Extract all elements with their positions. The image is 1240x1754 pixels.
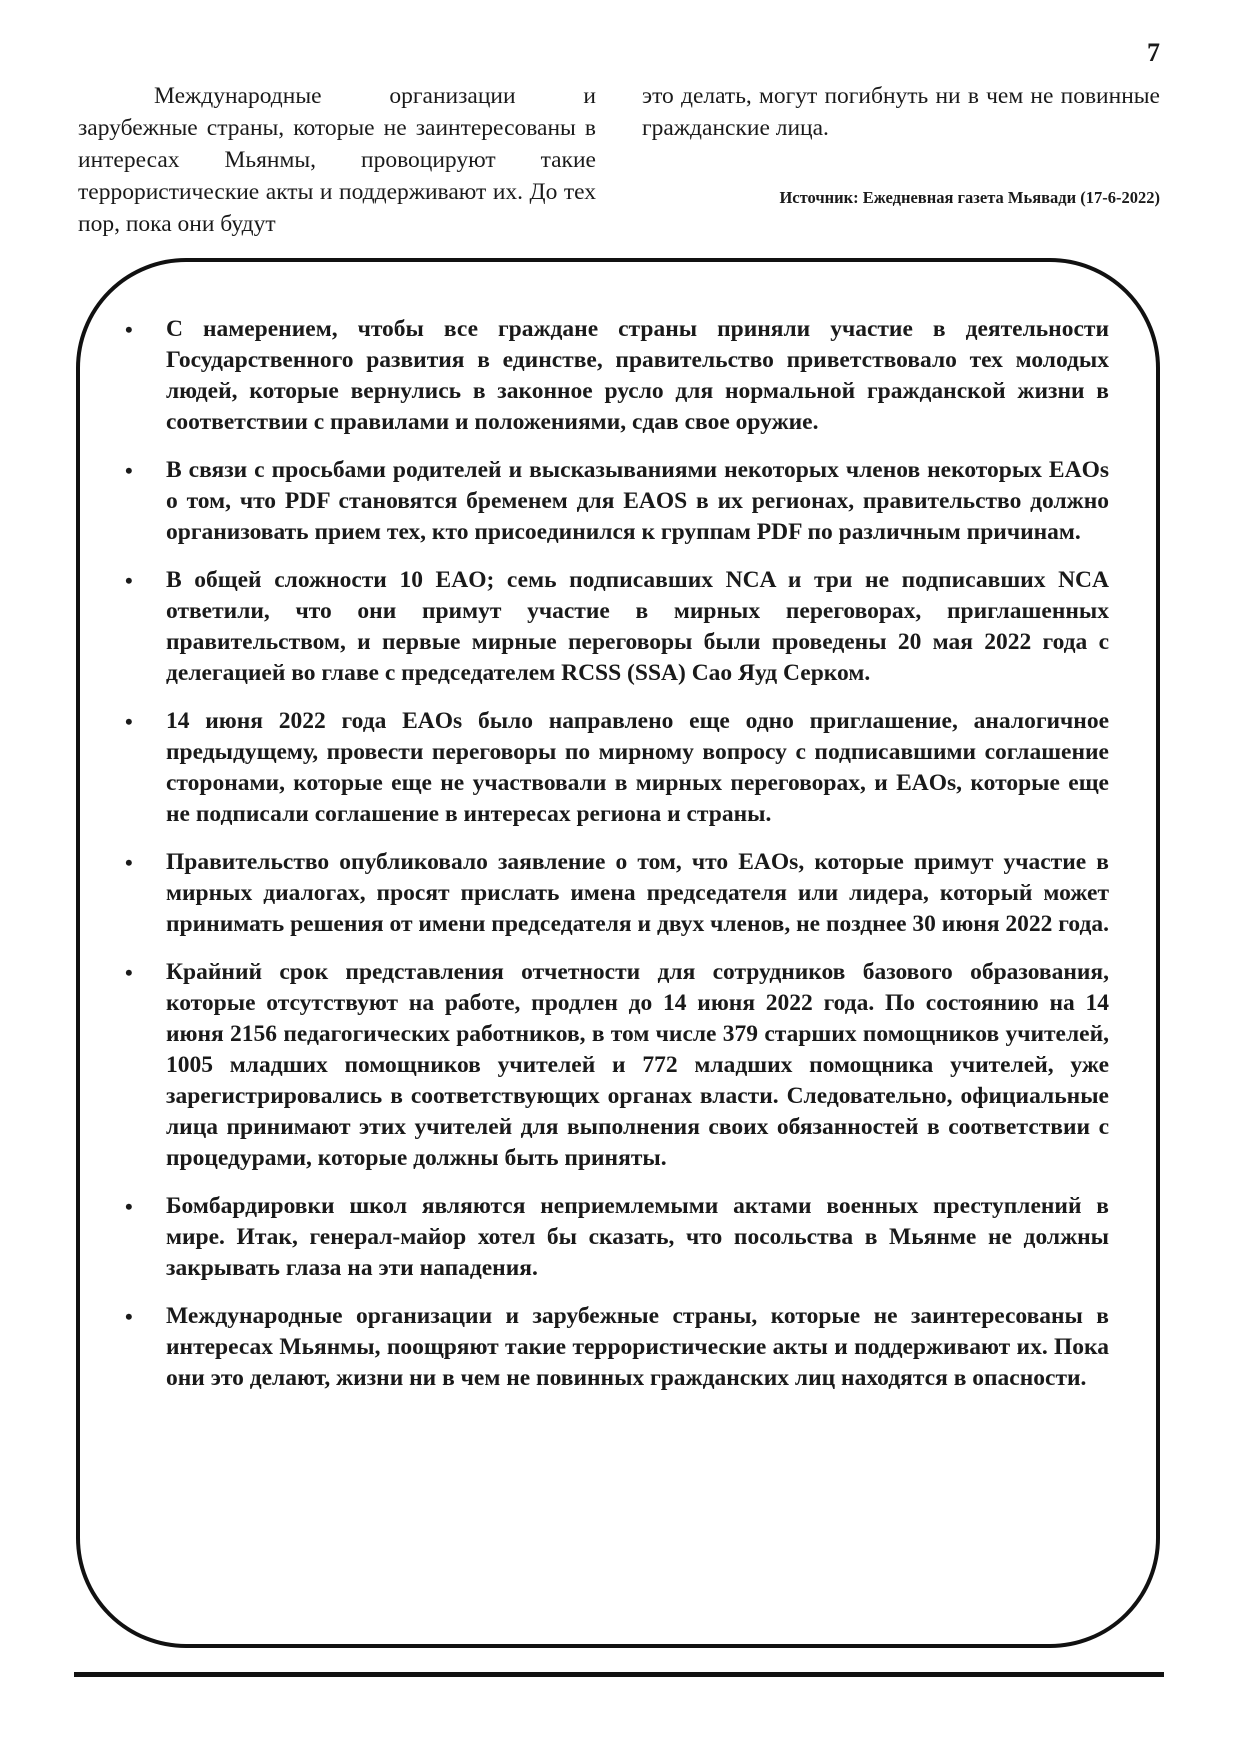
bullet-item [124, 1301, 1109, 1394]
bullet-item [124, 314, 1109, 438]
bullet-icon: • [125, 709, 133, 734]
footer-rule [74, 1672, 1164, 1677]
bullet-text: В связи с просьбами родителей и высказываниями некоторых членов некоторых EAOs о том, что PDF становятся бременем для EAOS в их регионах, правительство должно организовать прием тех, кто присоединился к группам PDF по различным причинам. [166, 457, 1109, 545]
source-citation: Источник: Ежедневная газета Мьявади (17-6-2022) [779, 188, 1160, 207]
bullet-icon: • [125, 960, 133, 985]
bullet-icon: • [125, 1304, 133, 1329]
article-paragraph-right: это делать, могут погибнуть ни в чем не повинные гражданские лица. [642, 83, 1160, 141]
bullet-text: В общей сложности 10 EAO; семь подписавших NCA и три не подписавших NCA ответили, что они примут участие в мирных переговорах, приглашенных правительством, и первые мирные переговоры были проведены 20 мая 2022 года с делегацией во главе с председателем RCSS (SSA) Сао Яуд Серком. [166, 567, 1109, 686]
bullet-item [124, 565, 1109, 689]
bullet-item [124, 847, 1109, 940]
bullet-icon: • [125, 317, 133, 342]
bullet-item [124, 1191, 1109, 1284]
page-number: 7 [1147, 38, 1160, 67]
bullet-text: С намерением, чтобы все граждане страны приняли участие в деятельности Государственного развития в единстве, правительство приветствовало тех молодых людей, которые вернулись в законное русло для нормальной гражданской жизни в соответствии с правилами и положениями, сдав свое оружие. [166, 316, 1109, 435]
bullet-icon: • [125, 850, 133, 875]
bullet-text: Правительство опубликовало заявление о том, что EAOs, которые примут участие в мирных диалогах, просят прислать имена председателя или лидера, который может принимать решения от имени председателя и двух членов, не позднее 30 июня 2022 года. [166, 849, 1109, 937]
bullet-text: Международные организации и зарубежные страны, которые не заинтересованы в интересах Мьянмы, поощряют такие террористические акты и поддерживают их. Пока они это делают, жизни ни в чем не повинных гражданских лиц находятся в опасности. [166, 1303, 1109, 1391]
bullet-item [124, 706, 1109, 830]
bullet-icon: • [125, 568, 133, 593]
bullet-text: Крайний срок представления отчетности для сотрудников базового образования, которые отсутствуют на работе, продлен до 14 июня 2022 года. По состоянию на 14 июня 2156 педагогических работников, в том числе 379 старших помощников учителей, 1005 младших помощников учителей и 772 младших помощника учителей, уже зарегистрировались в соответствующих органах власти. Следовательно, официальные лица принимают этих учителей для выполнения своих обязанностей в соответствии с процедурами, которые должны быть приняты. [166, 959, 1109, 1171]
bullet-text: 14 июня 2022 года EAOs было направлено еще одно приглашение, аналогичное предыдущему, провести переговоры по мирному вопросу с подписавшими соглашение сторонами, которые еще не участвовали в мирных переговорах, и EAOs, которые еще не подписали соглашение в интересах региона и страны. [166, 708, 1109, 827]
bullet-icon: • [125, 458, 133, 483]
article-right-column [642, 80, 1160, 240]
summary-box [76, 258, 1160, 1648]
bullet-text: Бомбардировки школ являются неприемлемыми актами военных преступлений в мире. Итак, генерал-майор хотел бы сказать, что посольства в Мьянме не должны закрывать глаза на эти нападения. [166, 1193, 1109, 1281]
bullet-icon: • [125, 1194, 133, 1219]
bullet-item [124, 957, 1109, 1174]
article-left-column [78, 80, 596, 240]
article-continuation [78, 80, 1160, 240]
summary-bullet-list [124, 314, 1109, 1411]
article-paragraph-left: Международные организации и зарубежные страны, которые не заинтересованы в интересах Мьянмы, провоцируют такие террористические акты и поддерживают их. До тех пор, пока они будут [78, 83, 596, 237]
bullet-item [124, 455, 1109, 548]
